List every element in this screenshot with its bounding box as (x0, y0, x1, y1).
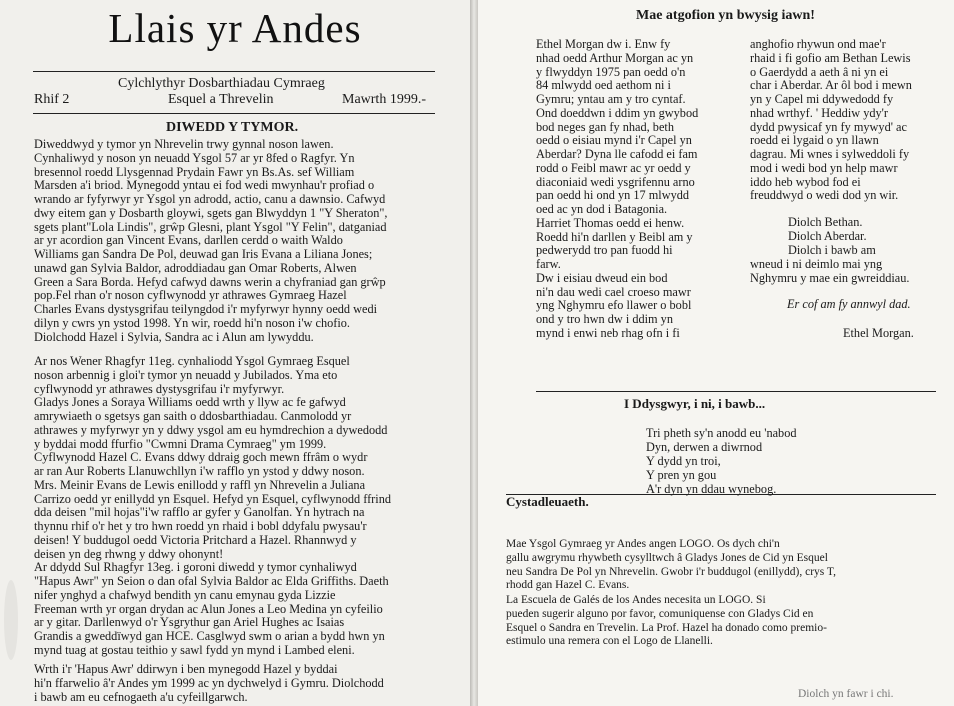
signature: Ethel Morgan. (843, 326, 914, 340)
poem-line-2: Dyn, derwen a diwrnod (646, 440, 763, 454)
memories-heading: Mae atgofion yn bwysig iawn! (636, 8, 815, 23)
header-rule (33, 113, 435, 114)
thanks-line-3: Diolch i bawb am (788, 243, 876, 257)
masthead-rule (33, 71, 435, 72)
memories-column-1: Ethel Morgan dw i. Enw fy nhad oedd Arthur Morgan ac yn y flwyddyn 1975 pan oedd o'n 84 mlwydd oed aethom ni i Gymru; yntau am y tro cyntaf. Ond doeddwn i ddim yn gwybod bod neges gan fy nhad, beth oedd o eisiau mynd i'r Capel yn Aberdar? Dyna lle cafodd ei fam rodd o Feibl mawr ac yr oedd y diaconiaid wedi ysgrifennu arno pan oedd hi ond yn 17 mlwydd oed ac yn dod i Batagonia. Harriet Thomas oedd ei henw. Roedd hi'n darllen y Beibl am y pedwerydd tro pan fuodd hi farw. Dw i eisiau dweud ein bod ni'n dau wedi cael croeso mawr yng Nghymru efo llawer o bobl ond y tro hwn dw i ddim yn mynd i enwi neb rhag ofn i fi (536, 37, 699, 340)
masthead-title: Llais yr Andes (108, 5, 362, 51)
poem-line-3: Y dydd yn troi, (646, 454, 721, 468)
poem-line-1: Tri pheth sy'n anodd eu 'nabod (646, 426, 797, 440)
thanks-line-2: Diolch Aberdar. (788, 229, 867, 243)
competition-welsh: Mae Ysgol Gymraeg yr Andes angen LOGO. Os dych chi'n gallu awgrymu rhywbeth cysylltwch â Gladys Jones de Cid yn Esquel neu Sandra De Pol yn Nhrevelin. Gwobr i'r buddugol (enillydd), crys T, rhodd gan Hazel C. Evans. (506, 538, 836, 592)
issue-number: Rhif 2 (34, 92, 70, 107)
newsletter-subtitle: Cylchlythyr Dosbarthiadau Cymraeg (118, 76, 325, 91)
issue-place: Esquel a Threvelin (168, 92, 274, 107)
page-mark (4, 580, 18, 660)
poem-heading: I Ddysgwyr, i ni, i bawb... (624, 396, 766, 411)
closing-dedication: Er cof am fy annwyl dad. (787, 297, 911, 311)
article-paragraph-2: Ar nos Wener Rhagfyr 11eg. cynhaliodd Ysgol Gymraeg Esquel noson arbennig i gloi'r tymor yn neuadd y Jubilados. Yma eto cyflwynodd yr athrawes dystysgrifau i'r myfyrwyr. Gladys Jones a Soraya Williams oedd wrth y llyw ac fe gafwyd amrywiaeth o sgetsys gan saith o ddosbarthiadau. Canmolodd yr athrawes y myfyrwyr yn y ddwy ysgol am eu hymdrechion a dywedodd y byddai modd ffurfio "Cwmni Drama Cymraeg" ym 1999. Cyflwynodd Hazel C. Evans ddwy ddraig goch mewn ffrâm o wydr ar ran Aur Roberts Llanuwchllyn i'w rafflo yn ystod y ddwy noson. Mrs. Meinir Evans de Lewis enillodd y raffl yn Nhrevelin a Juliana Carrizo oedd yr enillydd yn Esquel. Hefyd yn Esquel, cyflwynodd ffrind dda deisen "mil hojas"i'w rafflo ar gyfer y Ganolfan. Yn hytrach na thynnu rhif o'r het y tro hwn roedd yn rhaid i bobl ddyfalu pwysau'r deisen! Y buddugol oedd Victoria Pritchard a Hazel. Rhannwyd y deisen yn deg rhwng y ddwy ohonynt! Ar ddydd Sul Rhagfyr 13eg. i goroni diwedd y tymor cynhaliwyd "Hapus Awr" yn Seion o dan ofal Sylvia Baldor ac Elda Griffiths. Daeth nifer ynghyd a chafwyd bendith yn canu emynau gyda Lizzie Freeman wrth yr organ drydan ac Alun Jones a Leo Medina yn cyfeilio ar y gitar. Darllenwyd o'r Ysgrythur gan Ariel Hughes ac Isaias Grandis a gweddïwyd gan HCE. Casglwyd swm o arian a bydd hwn yn mynd tuag at gostau teithio y sawl fydd yn mynd i Lambed eleni. (34, 354, 391, 657)
thanks-line-1: Diolch Bethan. (788, 215, 863, 229)
article-paragraph-3: Wrth i'r 'Hapus Awr' ddirwyn i ben mynegodd Hazel y byddai hi'n ffarwelio â'r Andes ym 1999 ac yn dychwelyd i Gymru. Diolchodd i bawb am eu cefnogaeth a'u cyfeillgarwch. (34, 662, 384, 704)
issue-date: Mawrth 1999.- (342, 92, 426, 107)
thanks-tail: wneud i ni deimlo mai yng Nghymru y mae ein gwreiddiau. (750, 257, 910, 285)
right-page (478, 0, 954, 706)
memories-column-2: anghofio rhywun ond mae'r rhaid i fi gofio am Bethan Lewis o Gaerdydd a aeth â ni yn ei char i Aberdar. Ar ôl bod i mewn yn y Capel mi ddywedodd fy nhad wrthyf. ' Heddiw ydy'r dydd pwysicaf yn fy mywyd' ac roedd ei lygaid o yn llawn dagrau. Mi wnes i sylweddoli fy mod i wedi bod yn help mawr iddo heb wybod fod ei freuddwyd o wedi dod yn wir. (750, 37, 912, 203)
section-heading: DIWEDD Y TYMOR. (166, 120, 299, 135)
competition-heading: Cystadleuaeth. (506, 494, 589, 509)
left-page (0, 0, 470, 706)
poem-line-4: Y pren yn gou (646, 468, 717, 482)
footer-thanks: Diolch yn fawr i chi. (798, 688, 894, 700)
poem-line-5: A'r dyn yn ddau wynebog. (646, 482, 777, 496)
poem-rule (536, 391, 936, 392)
article-paragraph-1: Diweddwyd y tymor yn Nhrevelin trwy gynnal noson lawen. Cynhaliwyd y noson yn neuadd Ysgol 57 ar yr 8fed o Ragfyr. Yn bresennol roedd Llysgennad Prydain Fawr yn Bs.As. sef William Marsden a'i briod. Mynegodd yntau ei fod wedi mwynhau'r profiad o wrando ar fyfyrwyr yr Ysgol yn adrodd, actio, canu a dawnsio. Cafwyd dwy eitem gan y Dosbarth gloywi, sgets gan Blwyddyn 1 "Y Sheraton", sgets plant"Lola Lindis", grŵp Glesni, plant Ysgol "Y Felin", datganiad ar yr acordion gan Vincent Evans, darllen cerdd o waith Waldo Williams gan Sandra De Pol, deuwad gan Iris Evana a Liliana Jones; unawd gan Sylvia Baldor, adroddiadau gan Omar Roberts, Alwen Green a Sara Borda. Hefyd cafwyd dawns werin a chyfraniad gan grŵp pop.Fel rhan o'r noson cyflwynodd yr athrawes Gymraeg Hazel Charles Evans dystysgrifau teilyngdod i'r myfyrwyr hynny oedd wedi dilyn y cwrs yn ystod 1998. Yn wir, roedd hi'n noson i'w chofio. Diolchodd Hazel i Sylvia, Sandra ac i Alun am lywyddu. (34, 137, 388, 344)
page-fold (470, 0, 478, 706)
competition-spanish: La Escuela de Galés de los Andes necesita un LOGO. Si pueden sugerir alguno por favor, comuniquense con Gladys Cid en Esquel o Sandra en Trevelin. La Prof. Hazel ha donado como premio- estimulo una remera con el Logo de Llanelli. (506, 594, 827, 648)
